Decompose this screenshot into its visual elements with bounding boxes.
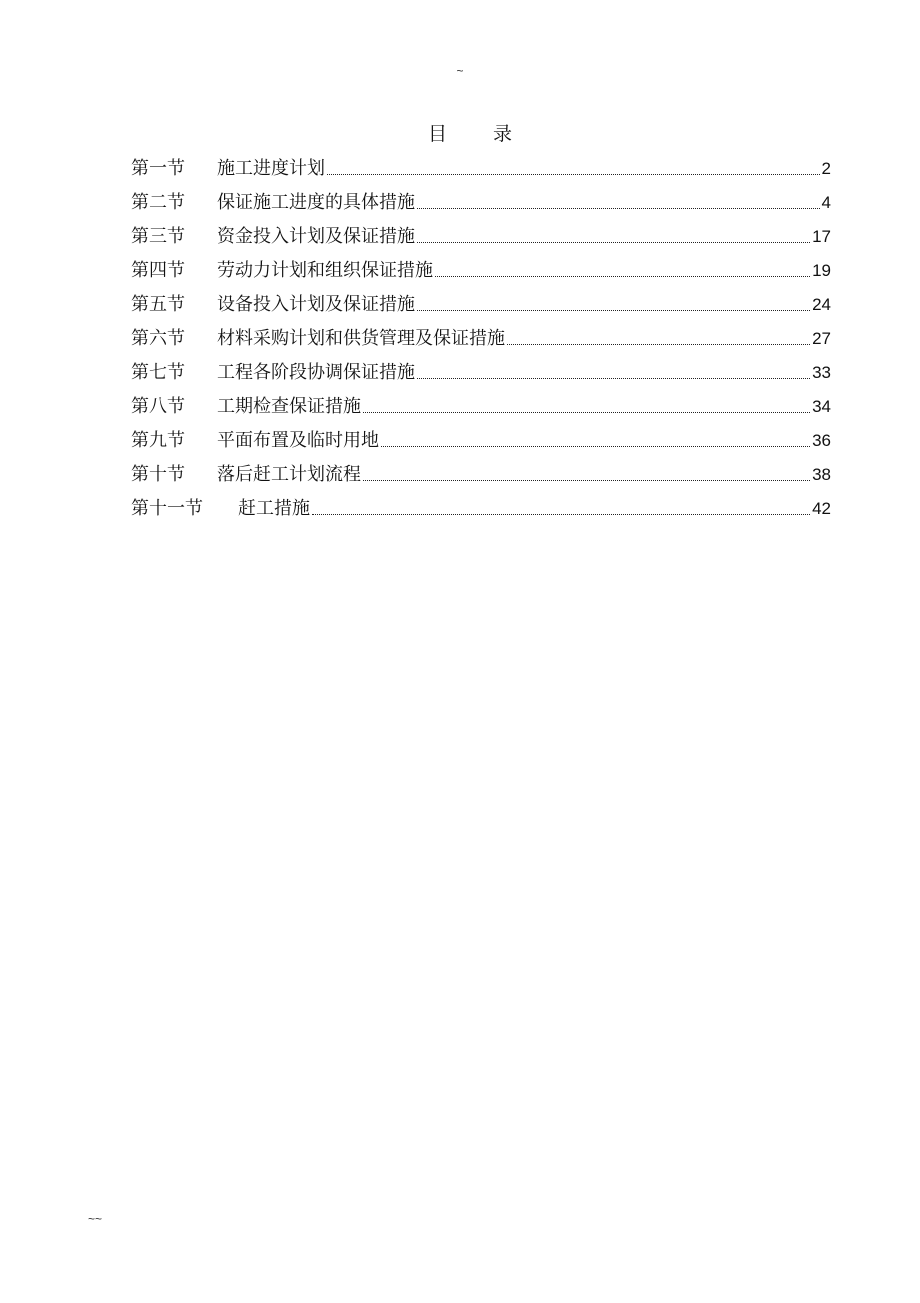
toc-entry-page: 2 (821, 159, 831, 178)
toc-entry[interactable] (131, 248, 831, 282)
toc-entry-number: 第四节 (131, 260, 185, 281)
toc-entry-page: 38 (812, 465, 831, 484)
toc-entry-title: 劳动力计划和组织保证措施 (217, 260, 433, 281)
toc-dot-leader (417, 377, 810, 379)
toc-entry[interactable] (131, 180, 831, 214)
toc-dot-leader (327, 173, 820, 175)
toc-entry[interactable] (131, 418, 831, 452)
toc-entry-page: 19 (812, 261, 831, 280)
toc-entry-page: 33 (812, 363, 831, 382)
toc-entry-number: 第九节 (131, 430, 185, 451)
toc-entry-page: 42 (812, 499, 831, 518)
toc-dot-leader (363, 411, 810, 413)
toc-dot-leader (381, 445, 810, 447)
toc-entry-page: 36 (812, 431, 831, 450)
toc-entry[interactable] (131, 486, 831, 520)
toc-dot-leader (312, 513, 810, 515)
toc-entry[interactable] (131, 316, 831, 350)
toc-entry-page: 24 (812, 295, 831, 314)
toc-dot-leader (417, 241, 810, 243)
toc-entry[interactable] (131, 350, 831, 384)
toc-entry-title: 施工进度计划 (217, 158, 325, 179)
toc-entry[interactable] (131, 384, 831, 418)
toc-entry-number: 第三节 (131, 226, 185, 247)
toc-entry-title: 赶工措施 (238, 498, 310, 519)
toc-dot-leader (363, 479, 810, 481)
toc-entry-title: 保证施工进度的具体措施 (217, 192, 415, 213)
toc-entry[interactable] (131, 282, 831, 316)
toc-entry-page: 27 (812, 329, 831, 348)
table-of-contents (131, 146, 831, 520)
toc-entry-number: 第二节 (131, 192, 185, 213)
toc-entry-title: 落后赶工计划流程 (217, 464, 361, 485)
toc-dot-leader (507, 343, 810, 345)
toc-title: 目 录 (427, 123, 533, 145)
toc-entry-number: 第十一节 (131, 498, 203, 519)
toc-entry-number: 第六节 (131, 328, 185, 349)
toc-entry[interactable] (131, 452, 831, 486)
page-header-mark: ~ (456, 64, 464, 78)
toc-entry-page: 4 (821, 193, 831, 212)
toc-dot-leader (417, 309, 810, 311)
toc-entry-number: 第一节 (131, 158, 185, 179)
toc-entry-title: 工程各阶段协调保证措施 (217, 362, 415, 383)
toc-entry-title: 材料采购计划和供货管理及保证措施 (217, 328, 505, 349)
toc-entry-number: 第五节 (131, 294, 185, 315)
toc-entry-number: 第七节 (131, 362, 185, 383)
toc-dot-leader (417, 207, 820, 209)
toc-dot-leader (435, 275, 810, 277)
toc-entry-title: 平面布置及临时用地 (217, 430, 379, 451)
toc-entry-page: 34 (812, 397, 831, 416)
toc-entry[interactable] (131, 146, 831, 180)
page-footer-mark: ~~ (88, 1212, 103, 1226)
toc-entry-title: 设备投入计划及保证措施 (217, 294, 415, 315)
toc-entry-title: 资金投入计划及保证措施 (217, 226, 415, 247)
toc-entry-number: 第八节 (131, 396, 185, 417)
toc-entry-page: 17 (812, 227, 831, 246)
toc-entry[interactable] (131, 214, 831, 248)
toc-entry-number: 第十节 (131, 464, 185, 485)
toc-entry-title: 工期检查保证措施 (217, 396, 361, 417)
